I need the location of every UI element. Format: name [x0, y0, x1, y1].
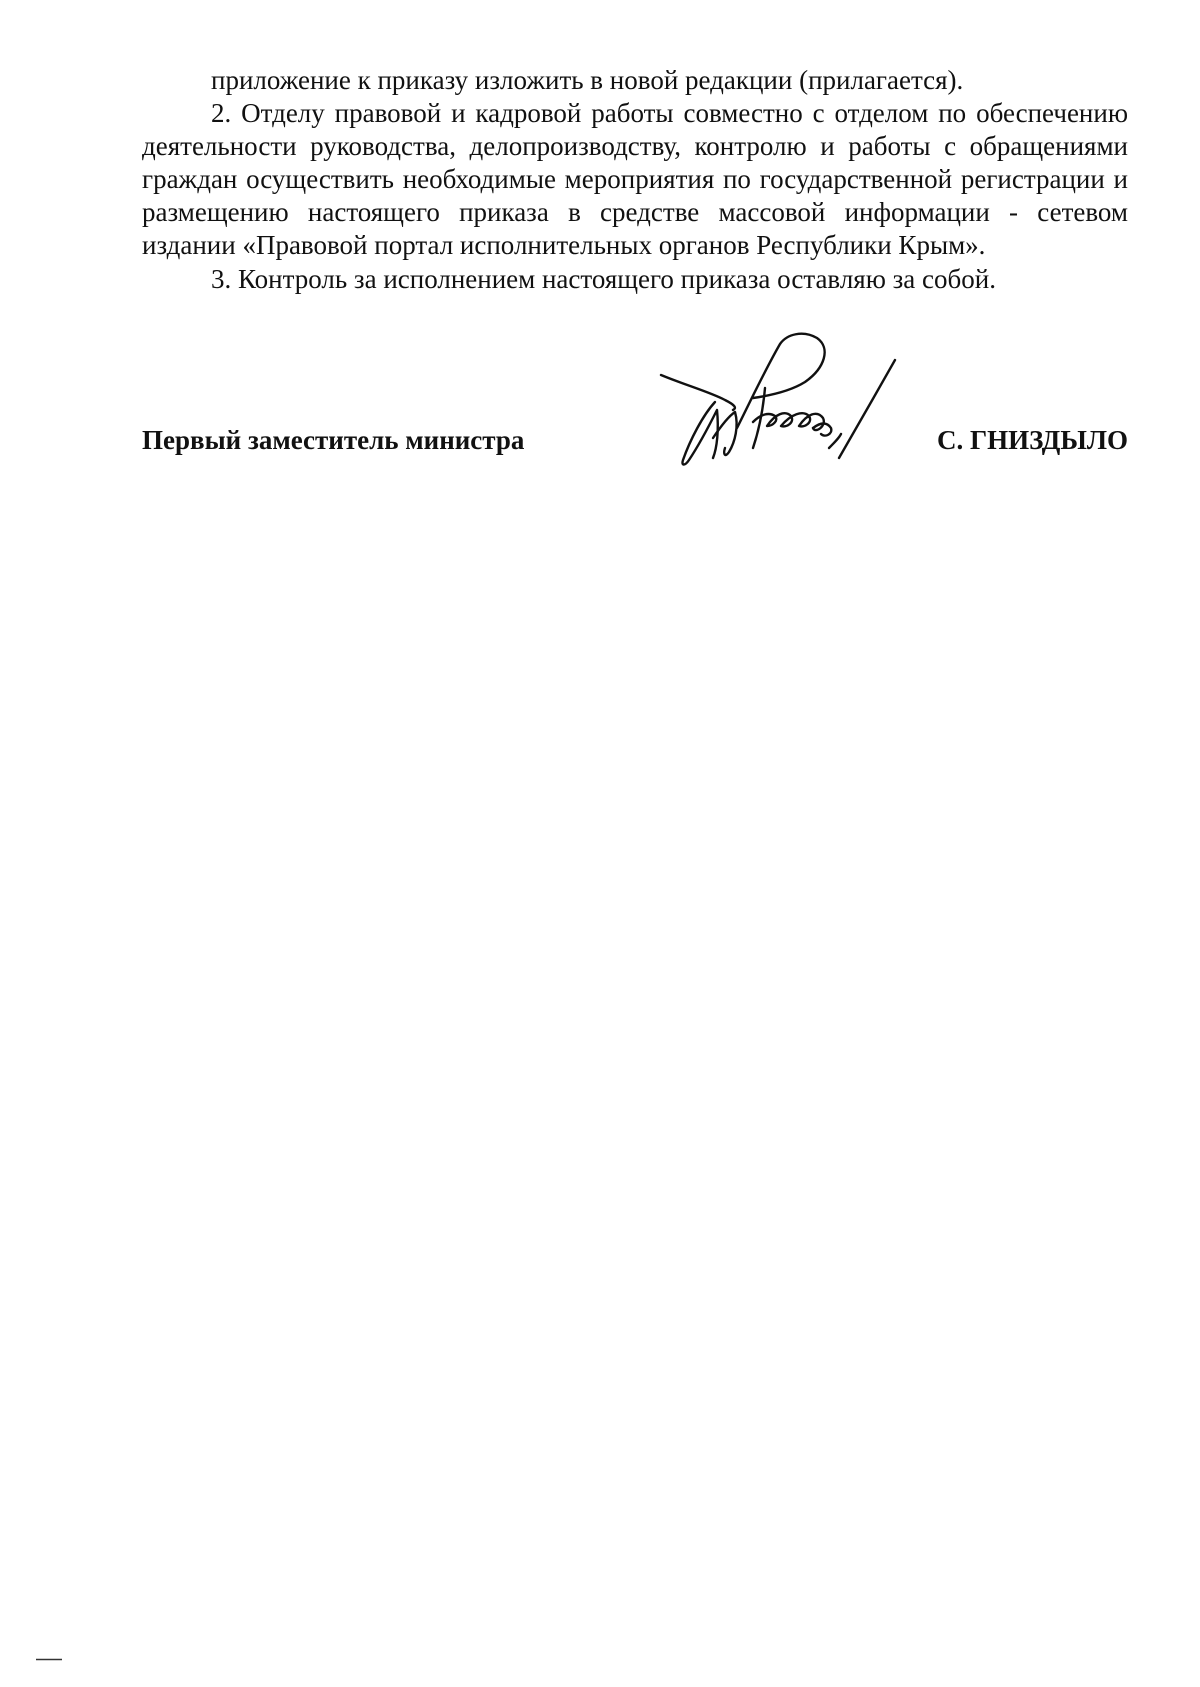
- signature-block: [142, 420, 1128, 460]
- scan-artifact: [36, 1658, 62, 1661]
- signatory-position: Первый заместитель министра: [142, 425, 525, 455]
- signatory-name: С. ГНИЗДЫЛО: [937, 425, 1128, 455]
- paragraph-item-3: 3. Контроль за исполнением настоящего приказа оставляю за собой.: [211, 264, 996, 294]
- document-body: [142, 64, 1128, 296]
- paragraph-continuation: приложение к приказу изложить в новой редакции (прилагается).: [211, 65, 964, 95]
- handwritten-signature: [655, 330, 900, 480]
- paragraph-item-2: 2. Отделу правовой и кадровой работы совместно с отделом по обеспечению деятельности руководства, делопроизводству, контролю и работы с обращениями граждан осуществить необходимые мероприятия по государственной регистрации и размещению настоящего приказа в средстве массовой информации - сетевом издании «Правовой портал исполнительных органов Республики Крым».: [142, 98, 1128, 260]
